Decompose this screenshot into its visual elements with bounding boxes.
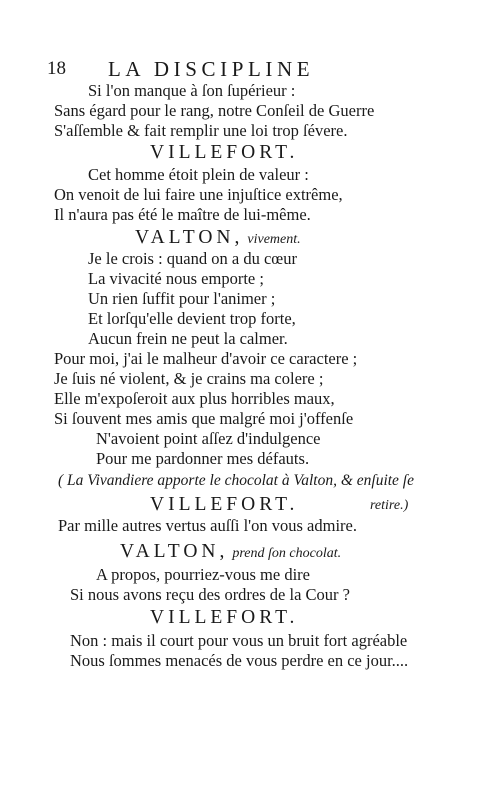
verse-line: Je le crois : quand on a du cœur (88, 249, 297, 268)
verse-line: Nous ſommes menacés de vous perdre en ce jour.... (70, 651, 409, 670)
verse-line: Il n'aura pas été le maître de lui-même. (54, 205, 311, 224)
verse-line: Par mille autres vertus auſſi l'on vous admire. (58, 516, 357, 535)
verse-line: La vivacité nous emporte ; (88, 269, 264, 288)
speaker-heading: VILLEFORT. (150, 142, 299, 163)
speaker-direction: vivement. (247, 232, 301, 247)
page-number: 18 (47, 58, 66, 79)
speaker-heading: VILLEFORT. (150, 607, 299, 628)
speaker-heading (120, 541, 341, 565)
verse-line: Un rien ſuffit pour l'animer ; (88, 289, 276, 308)
speaker-direction: prend ſon chocolat. (232, 546, 342, 561)
verse-line: Pour moi, j'ai le malheur d'avoir ce caractere ; (54, 349, 358, 368)
verse-line: S'aſſemble & fait remplir une loi trop ſévere. (54, 121, 348, 140)
stage-direction-continued: retire.) (370, 498, 409, 513)
speaker-heading: VILLEFORT. (150, 494, 299, 515)
verse-line: Aucun frein ne peut la calmer. (88, 329, 288, 348)
verse-line: Si l'on manque à ſon ſupérieur : (88, 81, 296, 100)
verse-line: Non : mais il court pour vous un bruit fort agréable (70, 631, 408, 650)
verse-line: On venoit de lui faire une injuſtice extrême, (54, 185, 343, 204)
verse-line: Et lorſqu'elle devient trop forte, (88, 309, 296, 328)
verse-line: Pour me pardonner mes défauts. (96, 449, 310, 468)
stage-direction: ( La Vivandiere apporte le chocolat à Valton, & enſuite ſe (58, 472, 414, 489)
verse-line: Cet homme étoit plein de valeur : (88, 165, 309, 184)
running-head: LA DISCIPLINE (108, 57, 315, 81)
verse-line: N'avoient point aſſez d'indulgence (96, 429, 321, 448)
verse-line: Elle m'expoſeroit aux plus horribles maux, (54, 389, 335, 408)
speaker-heading (135, 227, 301, 251)
speaker-name: VALTON, (135, 227, 244, 248)
verse-line: A propos, pourriez-vous me dire (96, 565, 310, 584)
verse-line: Si nous avons reçu des ordres de la Cour ? (70, 585, 350, 604)
speaker-name: VALTON, (120, 541, 229, 562)
verse-line: Sans égard pour le rang, notre Conſeil de Guerre (54, 101, 375, 120)
verse-line: Si ſouvent mes amis que malgré moi j'offenſe (54, 409, 354, 428)
verse-line: Je ſuis né violent, & je crains ma colere ; (54, 369, 324, 388)
